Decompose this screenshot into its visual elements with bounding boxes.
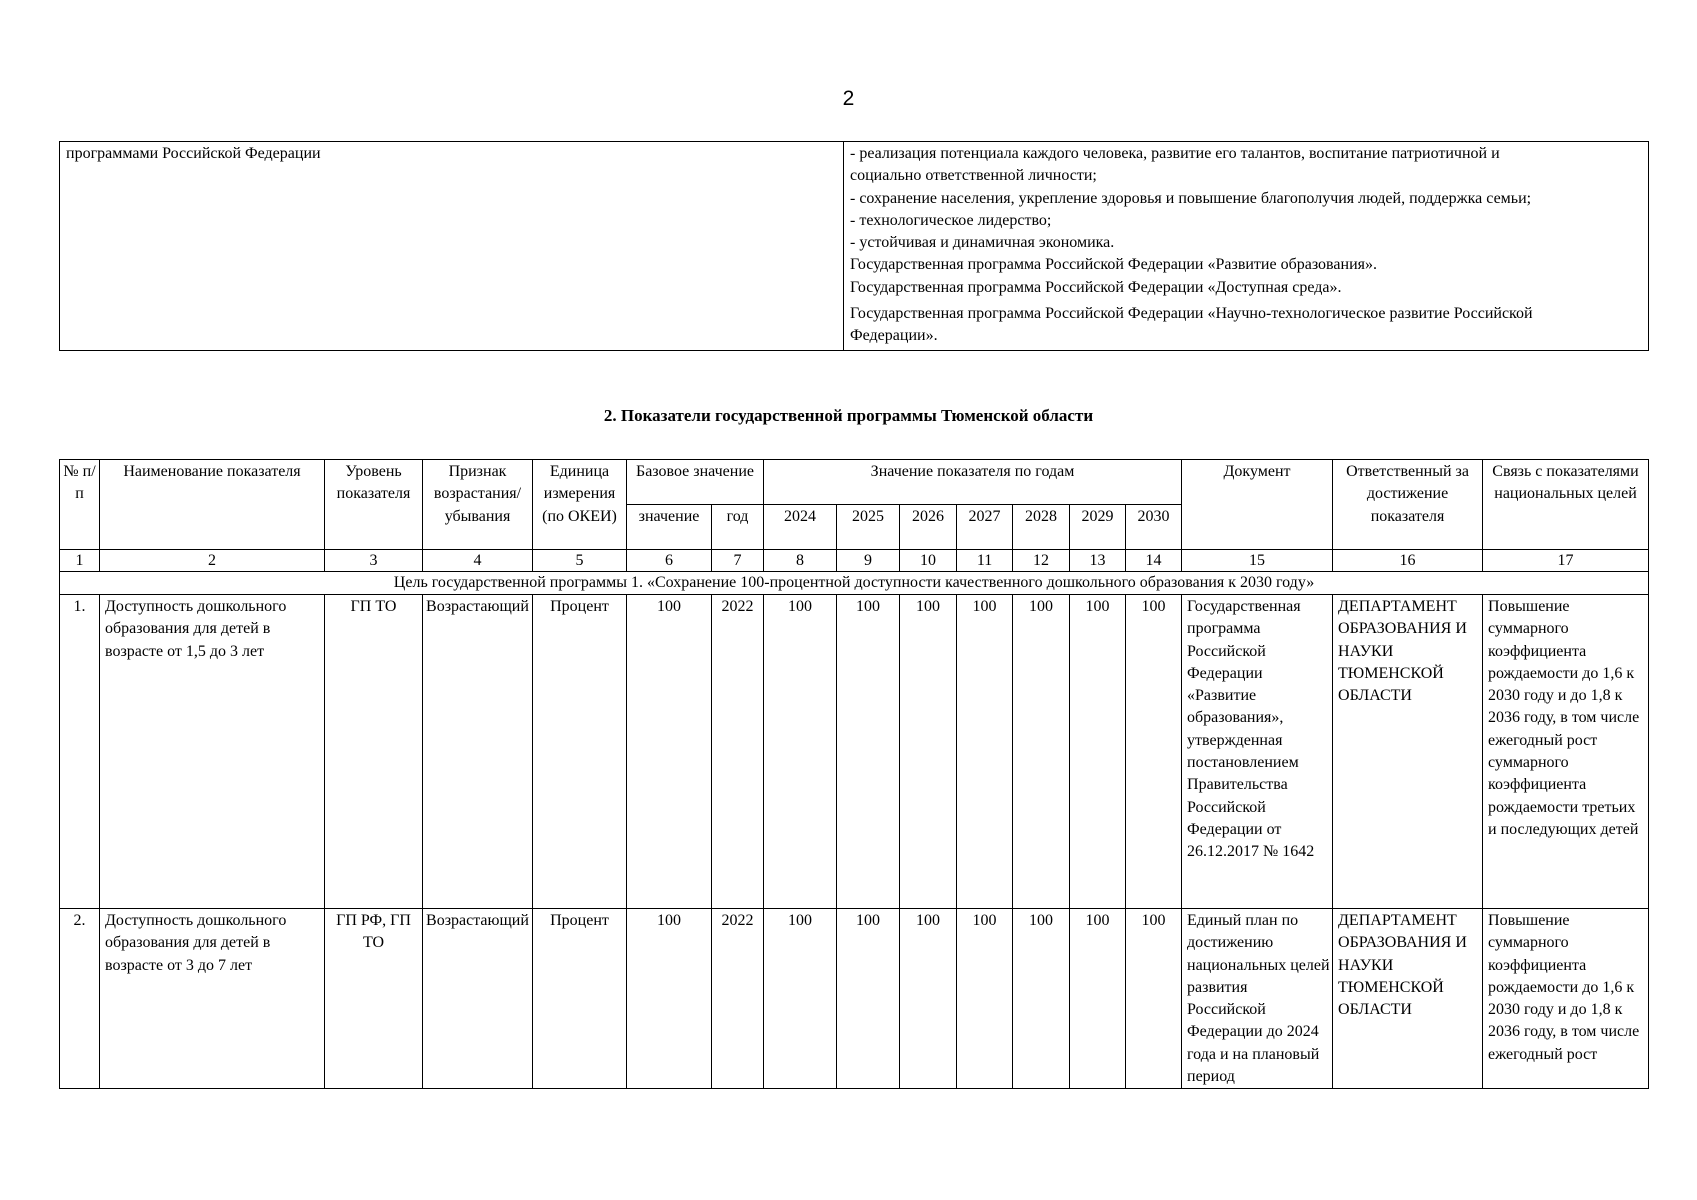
- column-number: 9: [837, 550, 900, 572]
- header-year: 2024: [764, 505, 837, 550]
- header-document: Документ: [1182, 460, 1333, 550]
- row-value: 100: [1070, 909, 1126, 1089]
- row-responsible: ДЕПАРТАМЕНТ ОБРАЗОВАНИЯ И НАУКИ ТЮМЕНСКОЙ ОБЛАСТИ: [1333, 909, 1483, 1089]
- row-name: Доступность дошкольного образования для детей в возрасте от 1,5 до 3 лет: [100, 595, 325, 909]
- row-responsible: ДЕПАРТАМЕНТ ОБРАЗОВАНИЯ И НАУКИ ТЮМЕНСКОЙ ОБЛАСТИ: [1333, 595, 1483, 909]
- page-number: 2: [842, 87, 855, 110]
- column-number: 15: [1182, 550, 1333, 572]
- row-value: 100: [837, 909, 900, 1089]
- header-base: Базовое значение: [627, 460, 764, 505]
- header-unit: Единица измерения (по ОКЕИ): [533, 460, 627, 550]
- header-year: 2029: [1070, 505, 1126, 550]
- intro-line: Государственная программа Российской Федерации «Доступная среда».: [850, 278, 1342, 296]
- row-name: Доступность дошкольного образования для детей в возрасте от 3 до 7 лет: [100, 909, 325, 1089]
- intro-line: - технологическое лидерство;: [850, 211, 1052, 229]
- table-row: [60, 595, 1649, 909]
- column-number-row: [60, 550, 1649, 572]
- header-trend: Признак возрастания/ убывания: [423, 460, 533, 550]
- row-value: 100: [764, 595, 837, 909]
- row-value: 100: [1126, 909, 1182, 1089]
- row-value: 100: [1013, 595, 1070, 909]
- column-number: 8: [764, 550, 837, 572]
- intro-table: [59, 141, 1649, 351]
- intro-left-cell: программами Российской Федерации: [60, 142, 844, 351]
- row-value: 100: [900, 909, 957, 1089]
- column-number: 6: [627, 550, 712, 572]
- row-base-year: 2022: [712, 909, 764, 1089]
- row-value: 100: [1070, 595, 1126, 909]
- row-value: 100: [764, 909, 837, 1089]
- row-document: Единый план по достижению национальных целей развития Российской Федерации до 2024 года и на плановый период: [1182, 909, 1333, 1089]
- header-num: № п/п: [60, 460, 100, 550]
- intro-right-cell: [844, 142, 1649, 351]
- header-year: 2030: [1126, 505, 1182, 550]
- row-trend: Возрастающий: [423, 909, 533, 1089]
- row-num: 2.: [60, 909, 100, 1089]
- row-unit: Процент: [533, 909, 627, 1089]
- row-base-year: 2022: [712, 595, 764, 909]
- column-number: 7: [712, 550, 764, 572]
- row-base-value: 100: [627, 595, 712, 909]
- row-value: 100: [900, 595, 957, 909]
- header-responsible: Ответственный за достижение показателя: [1333, 460, 1483, 550]
- row-value: 100: [1013, 909, 1070, 1089]
- header-year: 2025: [837, 505, 900, 550]
- row-trend: Возрастающий: [423, 595, 533, 909]
- section-title: 2. Показатели государственной программы Тюменской области: [603, 406, 1094, 425]
- row-level: ГП РФ, ГП ТО: [325, 909, 423, 1089]
- header-level: Уровень показателя: [325, 460, 423, 550]
- header-year: 2028: [1013, 505, 1070, 550]
- column-number: 1: [60, 550, 100, 572]
- row-num: 1.: [60, 595, 100, 909]
- column-number: 17: [1483, 550, 1649, 572]
- column-number: 14: [1126, 550, 1182, 572]
- header-year: 2026: [900, 505, 957, 550]
- column-number: 12: [1013, 550, 1070, 572]
- header-years-group: Значение показателя по годам: [764, 460, 1182, 505]
- intro-line: - реализация потенциала каждого человека, развитие его талантов, воспитание патриотичной и: [850, 145, 1500, 162]
- row-value: 100: [837, 595, 900, 909]
- indicators-table: [59, 459, 1649, 1089]
- intro-line: Государственная программа Российской Федерации «Развитие образования».: [850, 256, 1377, 274]
- column-number: 5: [533, 550, 627, 572]
- row-value: 100: [957, 595, 1013, 909]
- intro-line: - сохранение населения, укрепление здоровья и повышение благополучия людей, поддержка семьи;: [850, 189, 1532, 207]
- goal-row: Цель государственной программы 1. «Сохранение 100-процентной доступности качественного дошкольного образования к 2030 году»: [60, 572, 1649, 595]
- header-name: Наименование показателя: [100, 460, 325, 550]
- column-number: 2: [100, 550, 325, 572]
- column-number: 16: [1333, 550, 1483, 572]
- row-value: 100: [1126, 595, 1182, 909]
- row-document: Государственная программа Российской Федерации «Развитие образования», утвержденная постановлением Правительства Российской Федерации от 26.12.2017 № 1642: [1182, 595, 1333, 909]
- intro-line: социально ответственной личности;: [850, 167, 1097, 185]
- column-number: 4: [423, 550, 533, 572]
- header-base-value: значение: [627, 505, 712, 550]
- column-number: 3: [325, 550, 423, 572]
- header-year: 2027: [957, 505, 1013, 550]
- header-link: Связь с показателями национальных целей: [1483, 460, 1649, 550]
- intro-line: Государственная программа Российской Федерации «Научно-технологическое развитие Российской: [850, 305, 1533, 323]
- header-base-year: год: [712, 505, 764, 550]
- column-number: 13: [1070, 550, 1126, 572]
- intro-line: - устойчивая и динамичная экономика.: [850, 234, 1115, 252]
- row-link: Повышение суммарного коэффициента рождаемости до 1,6 к 2030 году и до 1,8 к 2036 году, в том числе ежегодный рост: [1483, 909, 1649, 1089]
- table-row: [60, 909, 1649, 1089]
- row-link: Повышение суммарного коэффициента рождаемости до 1,6 к 2030 году и до 1,8 к 2036 году, в том числе ежегодный рост суммарного коэффициента рождаемости третьих и последующих детей: [1483, 595, 1649, 909]
- column-number: 11: [957, 550, 1013, 572]
- column-number: 10: [900, 550, 957, 572]
- row-level: ГП ТО: [325, 595, 423, 909]
- row-unit: Процент: [533, 595, 627, 909]
- row-value: 100: [957, 909, 1013, 1089]
- row-base-value: 100: [627, 909, 712, 1089]
- intro-line: Федерации».: [850, 327, 938, 345]
